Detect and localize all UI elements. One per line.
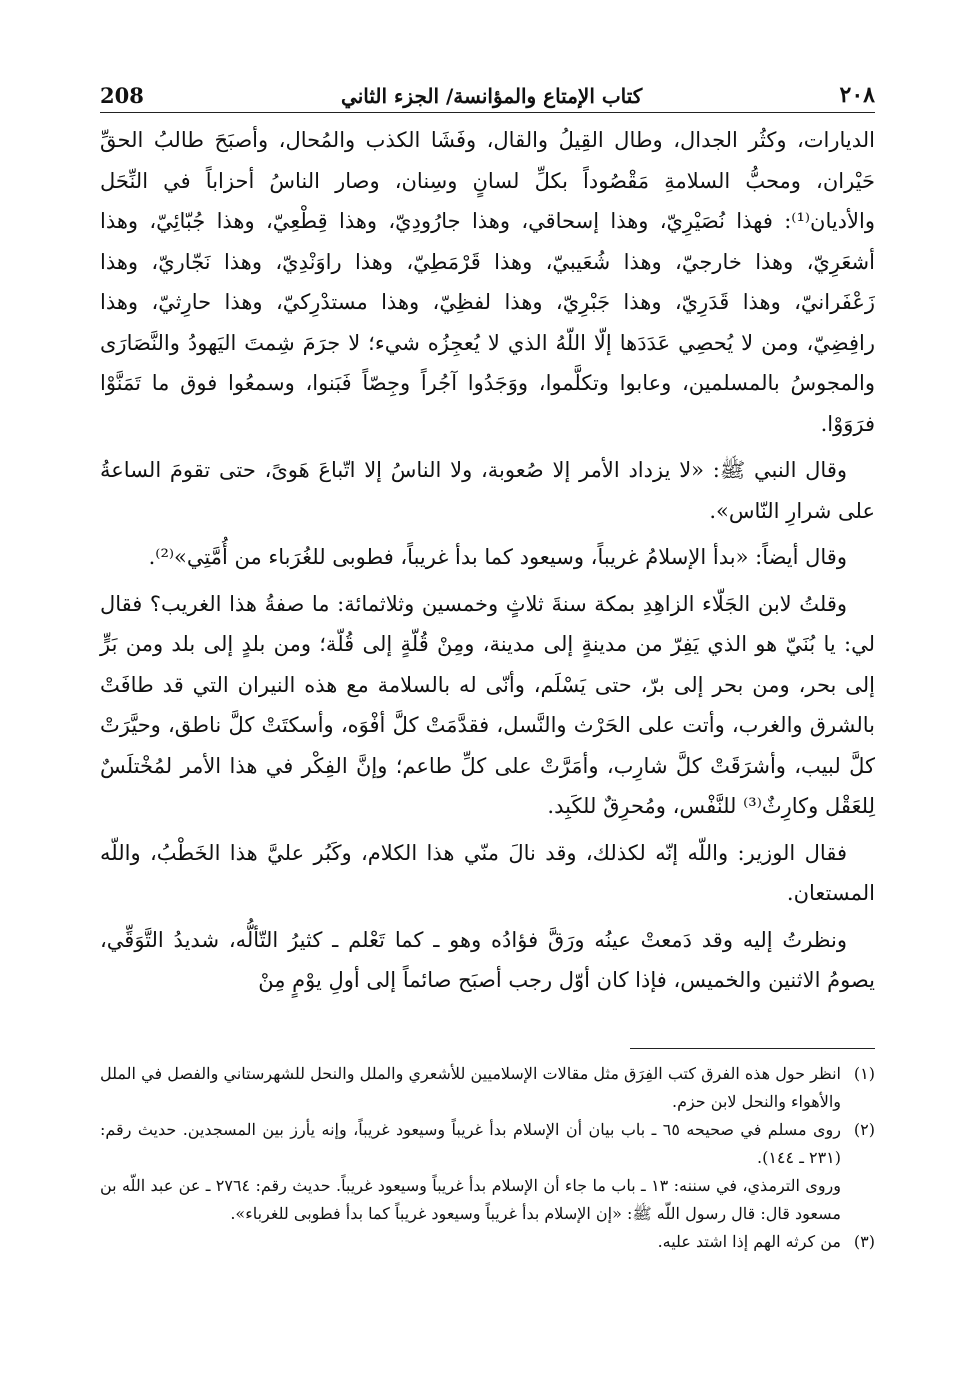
- paragraph-6: ونظرتُ إليه وقد دَمعتْ عينُه ورَقَّ فؤادُه وهو ـ كما تَعْلم ـ كثيرُ التّألُّه، شديدُ التَّوَقِّي، يصومُ الاثنين والخميس، فإذا كان أوّل رجب أصبَح صائماً إلى أولِ يوْمٍ مِنْ: [100, 927, 875, 992]
- footnote-number: (٣): [853, 1232, 875, 1251]
- page-header: [100, 70, 875, 113]
- paragraph-4: وقلتُ لابن الجَلّاء الزاهِدِ بمكة سنةَ ثلاثٍ وخمسين وثلاثمائة: ما صفةُ هذا الغريب؟ فقال لي: يا بُنَيّ هو الذي يَفِرّ من مدينةٍ إلى مدينة، ومِنْ قُلّةٍ إلى قُلّة؛ ومن بلدٍ إلى بلد ومن بَرٍّ إلى بحر، ومن بحر إلى برّ، حتى يَسْلَم، وأنّى له بالسلامة مع هذه النيران التي قد طافَتْ بالشرق والغرب، وأتت على الحَرْث والنَّسل، فقدَّمَتْ كلَّ أفْوَه، وأسكتَتْ كلَّ ناطق، وحيَّرَتْ كلَّ لبيب، وأشرَقَتْ كلَّ شارِب، وأمَرَّتْ على كلِّ طاعم؛ وإنَّ الفِكْر في هذا الأمر لمُخْتلَسٌ لِلعَقْل وكارِثٌ⁽³⁾ للنَّفْس، ومُحرِقٌ للكَبِد.: [100, 591, 875, 818]
- footnote-separator: [630, 1048, 875, 1049]
- paragraph-5: فقال الوزير: واللّه إنّه لكذلك، وقد نالَ منّي هذا الكلام، وكَبُر عليَّ هذا الخَطْبُ، واللّه المستعان.: [100, 840, 875, 905]
- footnote-1: [100, 1060, 875, 1116]
- page-number-arabic: ٢٠٨: [839, 82, 875, 108]
- footnotes: [100, 1060, 875, 1256]
- paragraph-2: وقال النبي ﷺ: «لا يزداد الأمر إلا صُعوبة، ولا الناسُ إلا اتّباعَ هَوىً، حتى تقومَ الساعةُ على شرارِ النّاس».: [100, 458, 875, 523]
- paragraph-1: الديارات، وكثُر الجدال، وطال القِيلُ والقال، وفَشَا الكذب والمُحال، وأصبَحَ طالبُ الحقِّ حَيْران، ومحبُّ السلامةِ مَقْصُوداً بكلِّ لسانٍ وسِنان، وصار الناسُ أحزاباً في النِّحَل والأديان⁽¹⁾: فهذا نُصَيْرِيّ، وهذا إسحاقي، وهذا جارُودِيّ، وهذا قِطْعِيّ، وهذا جُبّائِيّ، وهذا أشعَرِيّ، وهذا خارجيّ، وهذا شُعَيبيّ، وهذا قَرْمَطِيّ، وهذا راوَنْدِيّ، وهذا نَجّاريّ، وهذا زَعْفَرانيّ، وهذا قَدَرِيّ، وهذا جَبْرِيّ، وهذا لفظِيّ، وهذا مستدْرِكيّ، وهذا حارِثيّ، وهذا رافِضِيّ، ومن لا يُحصِي عَدَدَها إلّا اللّهُ الذي لا يُعجِزُه شيء؛ لا جرَمَ شِمتَ اليَهودُ والنَّصَارَى والمجوسُ بالمسلمين، وعابوا وتكلَّموا، ووَجَدُوا آجُراً وجِصّاً فَبَنوا، وسمعُوا فوق ما تَمَنَّوْا فرَوَوْا.: [100, 128, 875, 436]
- footnote-number: (٢): [853, 1120, 875, 1139]
- main-text: [100, 120, 875, 1007]
- page-number-latin: 208: [100, 83, 144, 108]
- footnote-text: من كرثه الهم إذا اشتد عليه.: [657, 1232, 841, 1251]
- footnote-2-continuation: وروى الترمذي، في سننه: ١٣ ـ باب ما جاء أن الإسلام بدأ غريباً وسيعود غريباً. حديث رقم: ٢٧٦٤ ـ عن عبد اللّه بن مسعود قال: قال رسول اللّه ﷺ: «إن الإسلام بدأ غريباً وسيعود غريباً كما بدأ فطوبى للغرباء».: [100, 1176, 841, 1223]
- footnote-2: [100, 1116, 875, 1172]
- running-title: كتاب الإمتاع والمؤانسة/ الجزء الثاني: [341, 84, 643, 108]
- footnote-number: (١): [853, 1064, 875, 1083]
- footnote-3: [100, 1228, 875, 1256]
- paragraph-3: وقال أيضاً: «بدأ الإسلامُ غريباً، وسيعود كما بدأ غريباً، فطوبى للغُرَباء من أُمَّتِي»⁽²⁾.: [148, 545, 847, 569]
- footnote-text: روى مسلم في صحيحه ٦٥ ـ باب بيان أن الإسلام بدأ غريباً وسيعود غريباً، وإنه يأرز بين المسجدين. حديث رقم: (٢٣١ ـ ١٤٤).: [100, 1120, 841, 1167]
- footnote-text: انظر حول هذه الفرق كتب الفِرَق مثل مقالات الإسلاميين للأشعري والملل والنحل للشهرستاني والفصل في الملل والأهواء والنحل لابن حزم.: [100, 1064, 842, 1111]
